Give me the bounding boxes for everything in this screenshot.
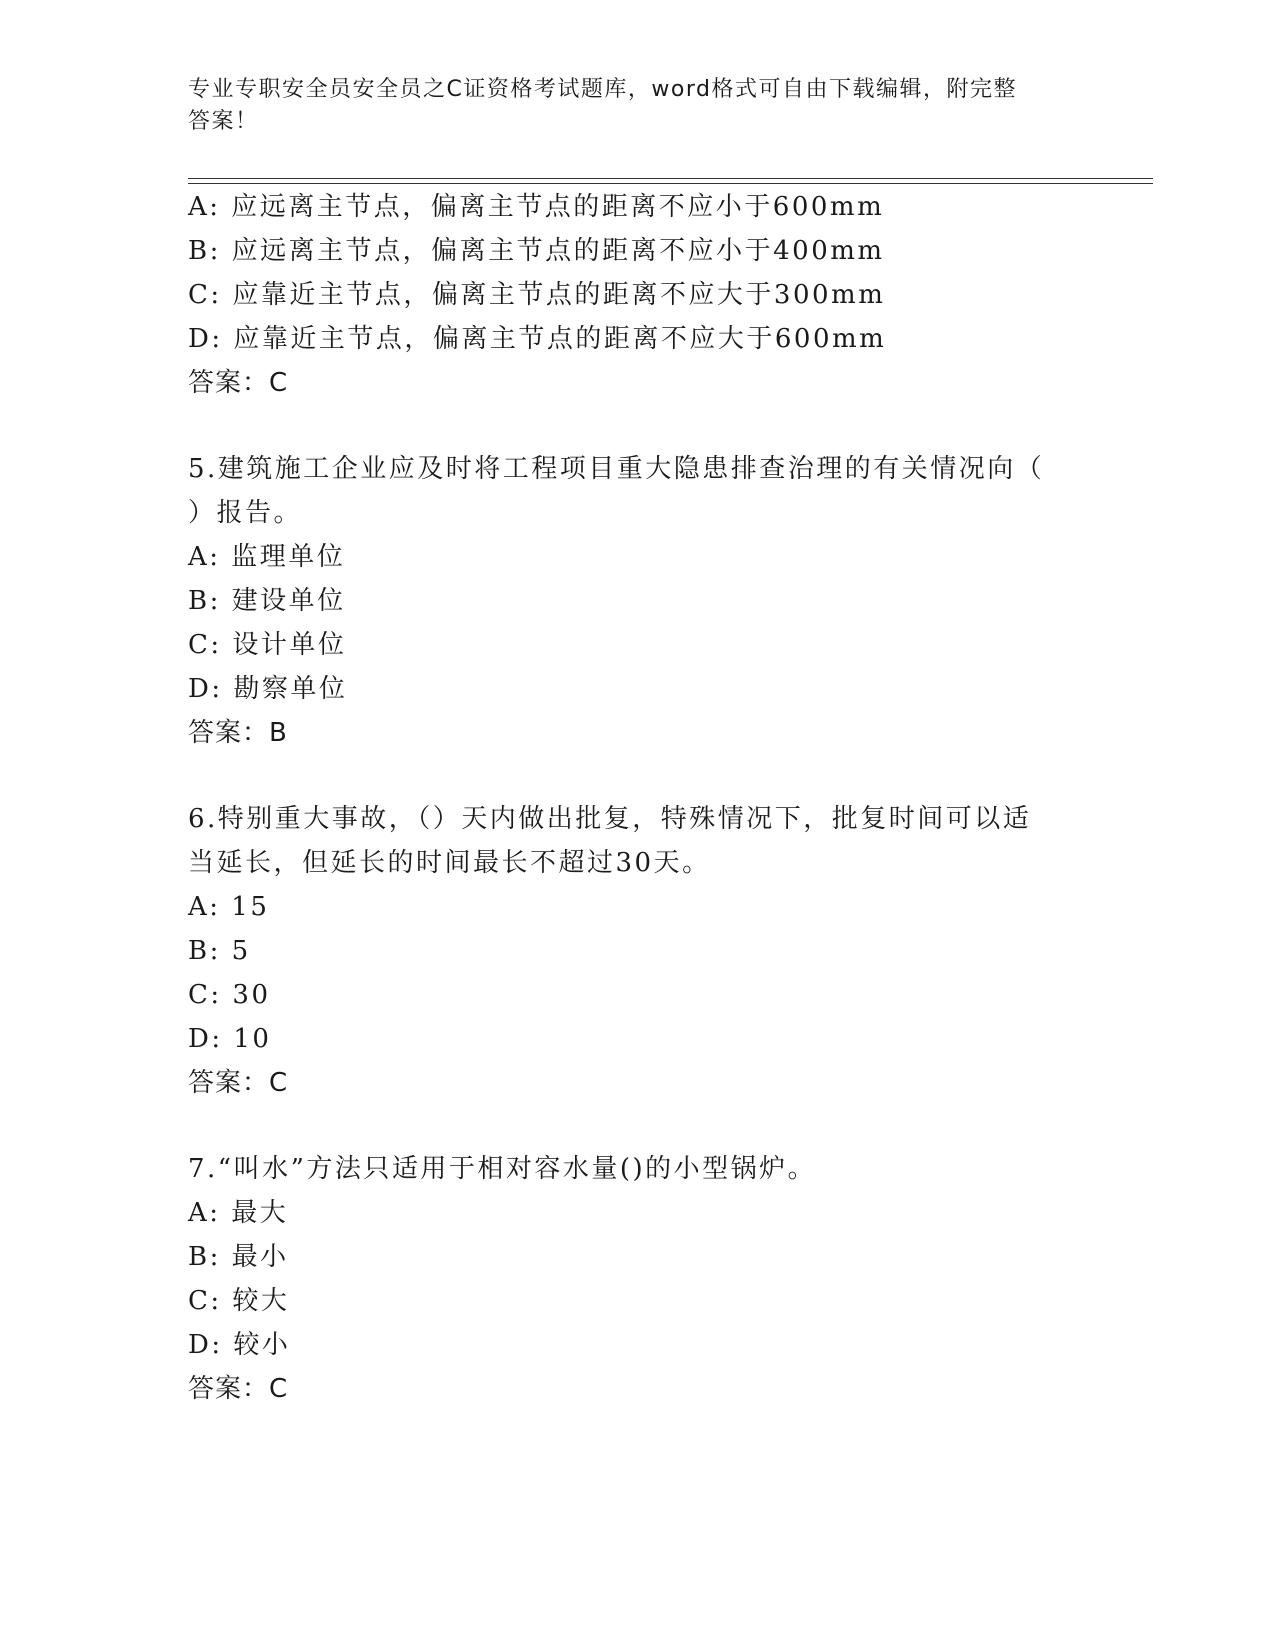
document-header [188, 74, 1068, 138]
header-line-2: 答案！ [188, 109, 259, 134]
header-divider-top [188, 178, 1153, 179]
q7-option-d: D: 较小 [188, 1330, 291, 1360]
q5-option-a: A: 监理单位 [188, 542, 346, 572]
q7-answer: 答案：C [188, 1374, 289, 1404]
q7-option-c: C: 较大 [188, 1286, 290, 1316]
q4-option-d: D: 应靠近主节点，偏离主节点的距离不应大于600mm [188, 324, 887, 354]
q4-option-c: C: 应靠近主节点，偏离主节点的距离不应大于300mm [188, 280, 886, 310]
q6-stem-line-2: 当延长，但延长的时间最长不超过30天。 [188, 848, 711, 878]
q5-option-c: C: 设计单位 [188, 630, 347, 660]
q4-option-a: A: 应远离主节点，偏离主节点的距离不应小于600mm [188, 192, 885, 222]
q5-stem-line-1: 5.建筑施工企业应及时将工程项目重大隐患排查治理的有关情况向（ [188, 454, 1045, 484]
q4-answer: 答案：C [188, 368, 289, 398]
q7-option-b: B: 最小 [188, 1242, 289, 1272]
header-divider-bottom [188, 183, 1153, 184]
q6-option-a: A: 15 [188, 892, 270, 922]
q7-stem-line-1: 7.“叫水”方法只适用于相对容水量()的小型锅炉。 [188, 1154, 817, 1184]
q4-option-b: B: 应远离主节点，偏离主节点的距离不应小于400mm [188, 236, 885, 266]
q6-option-d: D: 10 [188, 1024, 272, 1054]
header-line-1: 专业专职安全员安全员之C证资格考试题库，word格式可自由下载编辑，附完整 [188, 77, 1017, 102]
q6-stem-line-1: 6.特别重大事故，（）天内做出批复，特殊情况下，批复时间可以适 [188, 804, 1032, 834]
q5-option-d: D: 勘察单位 [188, 674, 348, 704]
q6-option-b: B: 5 [188, 936, 251, 966]
q5-stem-line-2: ）报告。 [188, 498, 303, 528]
q7-option-a: A: 最大 [188, 1198, 289, 1228]
q5-option-b: B: 建设单位 [188, 586, 346, 616]
q6-answer: 答案：C [188, 1068, 289, 1098]
q6-option-c: C: 30 [188, 980, 271, 1010]
q5-answer: 答案：B [188, 718, 288, 748]
